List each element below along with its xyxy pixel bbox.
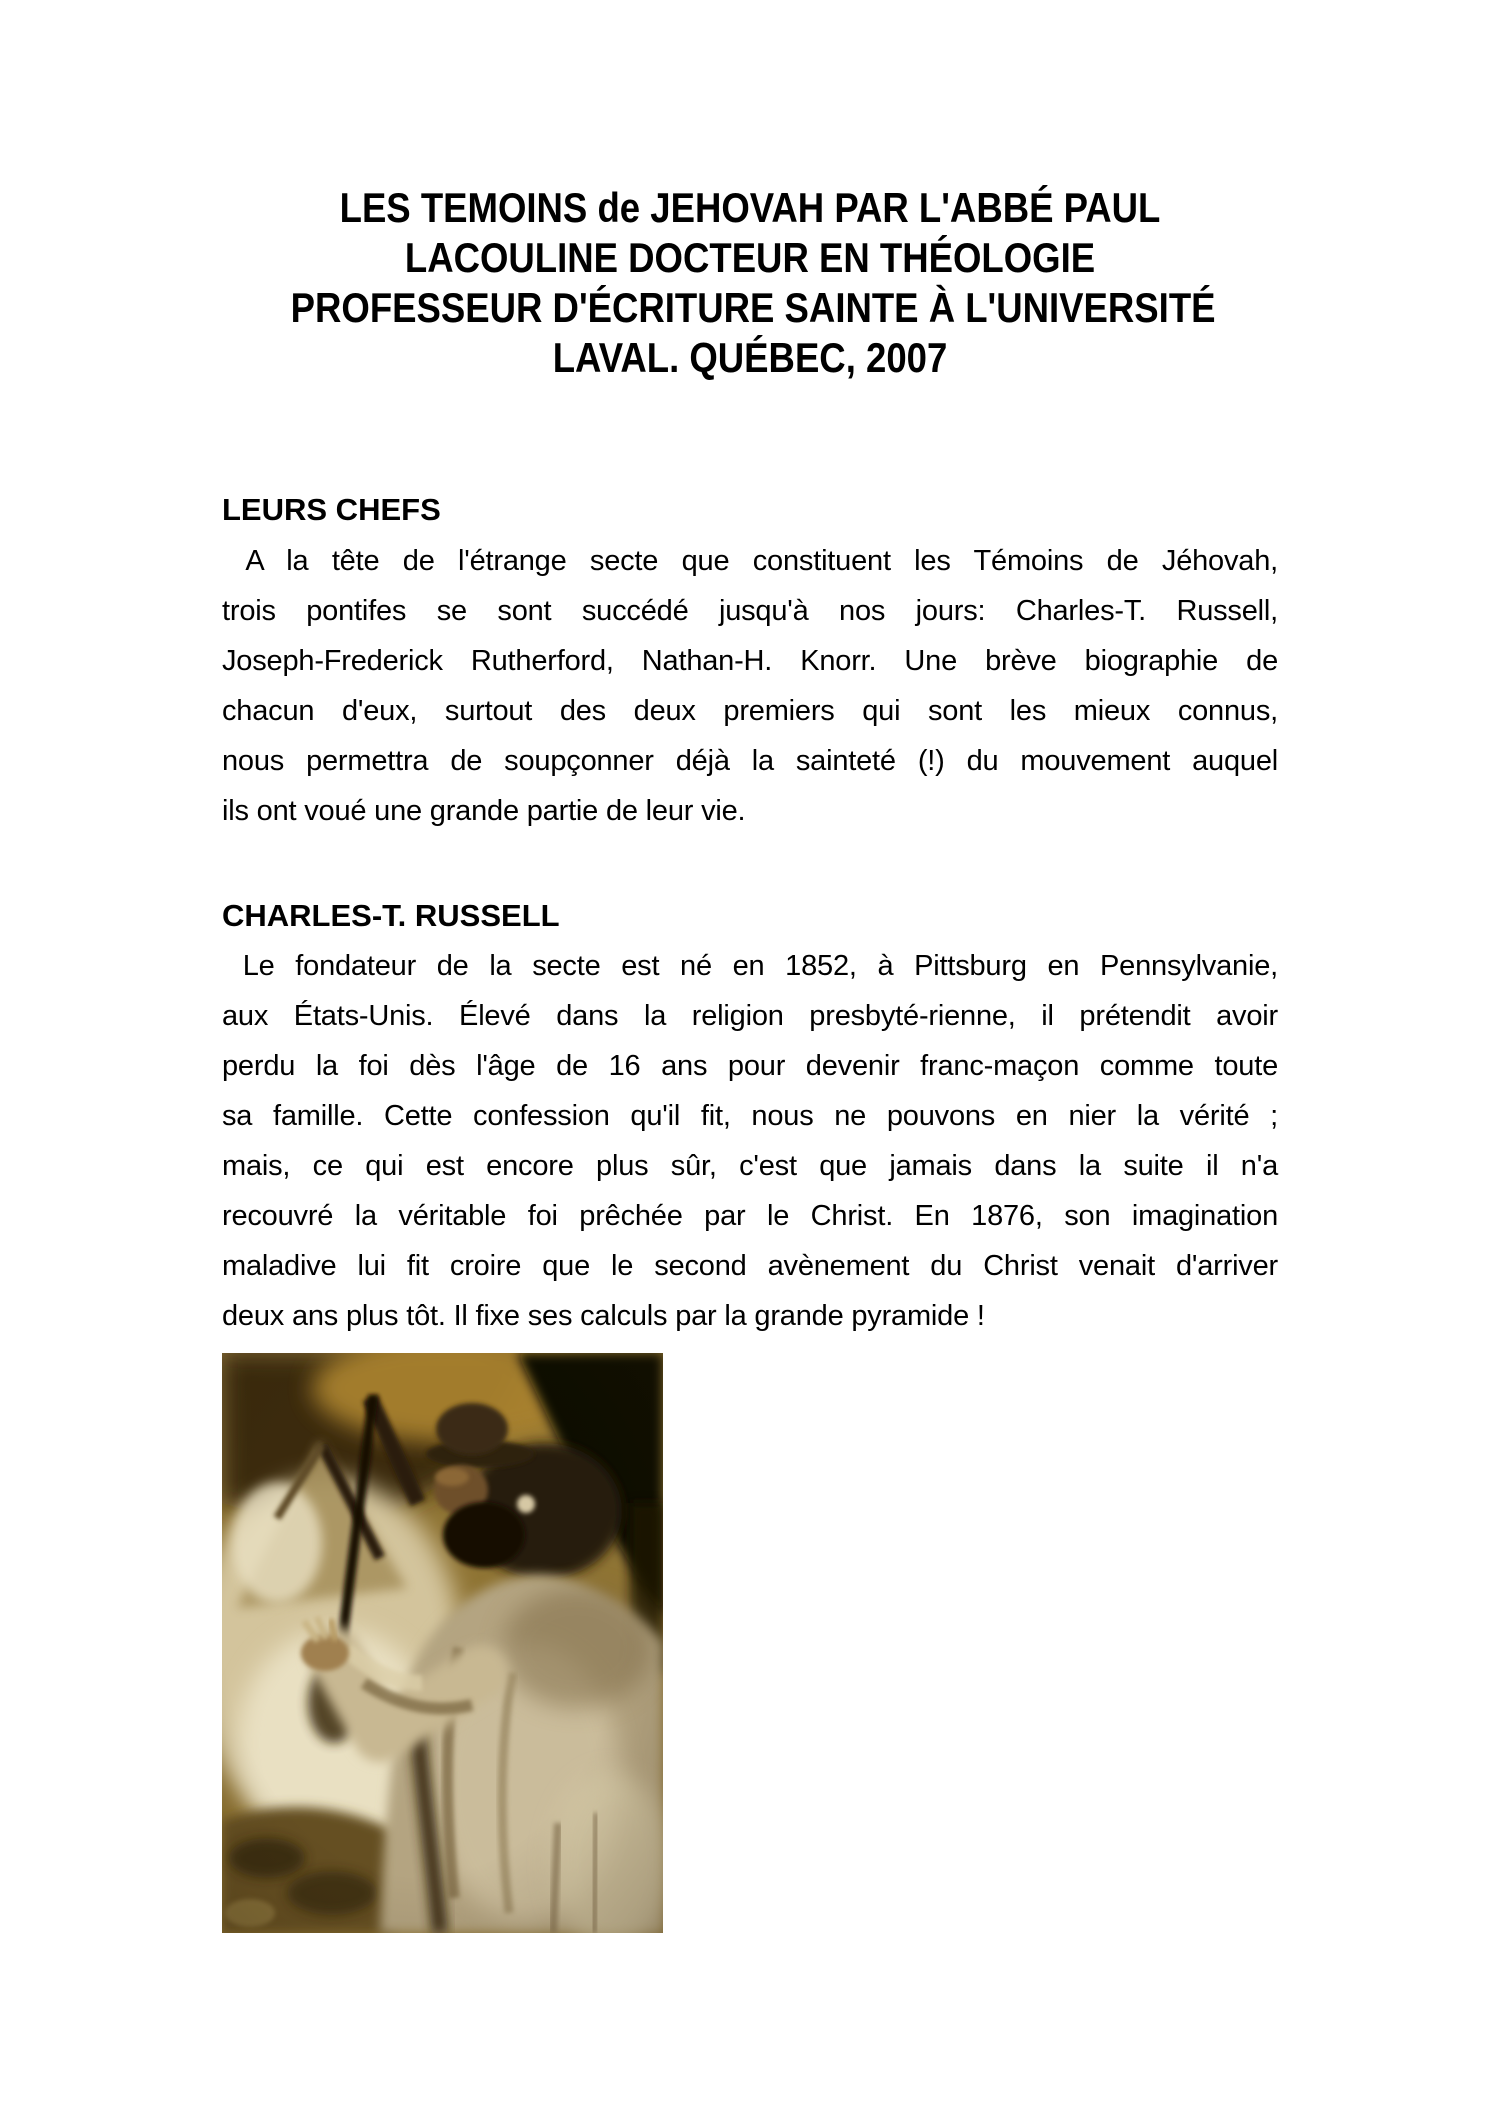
russell-pyramid-photo (222, 1353, 663, 1933)
paragraph-charles-t-russell (222, 941, 1278, 1341)
body-line: sa famille. Cette confession qu'il fit, nous ne pouvons en nier la vérité ; (222, 1100, 1278, 1132)
body-line: maladive lui fit croire que le second avènement du Christ venait d'arriver (222, 1250, 1278, 1282)
paragraph-leurs-chefs (222, 536, 1278, 836)
title-line: LES TEMOINS de JEHOVAH PAR L'ABBÉ PAUL (339, 184, 1161, 231)
heading-charles-t-russell: CHARLES-T. RUSSELL (222, 898, 560, 933)
body-line: aux États-Unis. Élevé dans la religion presbyté-rienne, il prétendit avoir (222, 1000, 1278, 1032)
body-line: nous permettra de soupçonner déjà la sainteté (!) du mouvement auquel (222, 745, 1278, 777)
document-title (222, 183, 1278, 383)
body-line: Le fondateur de la secte est né en 1852, à Pittsburg en Pennsylvanie, (222, 950, 1278, 982)
body-line: perdu la foi dès l'âge de 16 ans pour devenir franc-maçon comme toute (222, 1050, 1278, 1082)
heading-leurs-chefs: LEURS CHEFS (222, 492, 441, 527)
title-line: LACOULINE DOCTEUR EN THÉOLOGIE (404, 234, 1096, 281)
body-line: trois pontifes se sont succédé jusqu'à nos jours: Charles-T. Russell, (222, 595, 1278, 627)
body-line: Joseph-Frederick Rutherford, Nathan-H. Knorr. Une brève biographie de (222, 645, 1278, 677)
title-line: PROFESSEUR D'ÉCRITURE SAINTE À L'UNIVERSITÉ (290, 284, 1216, 331)
body-line: recouvré la véritable foi prêchée par le Christ. En 1876, son imagination (222, 1200, 1278, 1232)
body-line: ils ont voué une grande partie de leur vie. (222, 795, 746, 827)
body-line: chacun d'eux, surtout des deux premiers qui sont les mieux connus, (222, 695, 1278, 727)
title-line: LAVAL. QUÉBEC, 2007 (552, 334, 948, 381)
photo-vignette (222, 1353, 663, 1933)
body-line: deux ans plus tôt. Il fixe ses calculs par la grande pyramide ! (222, 1300, 985, 1332)
body-line: mais, ce qui est encore plus sûr, c'est que jamais dans la suite il n'a (222, 1150, 1278, 1182)
body-line: A la tête de l'étrange secte que constituent les Témoins de Jéhovah, (222, 545, 1278, 577)
